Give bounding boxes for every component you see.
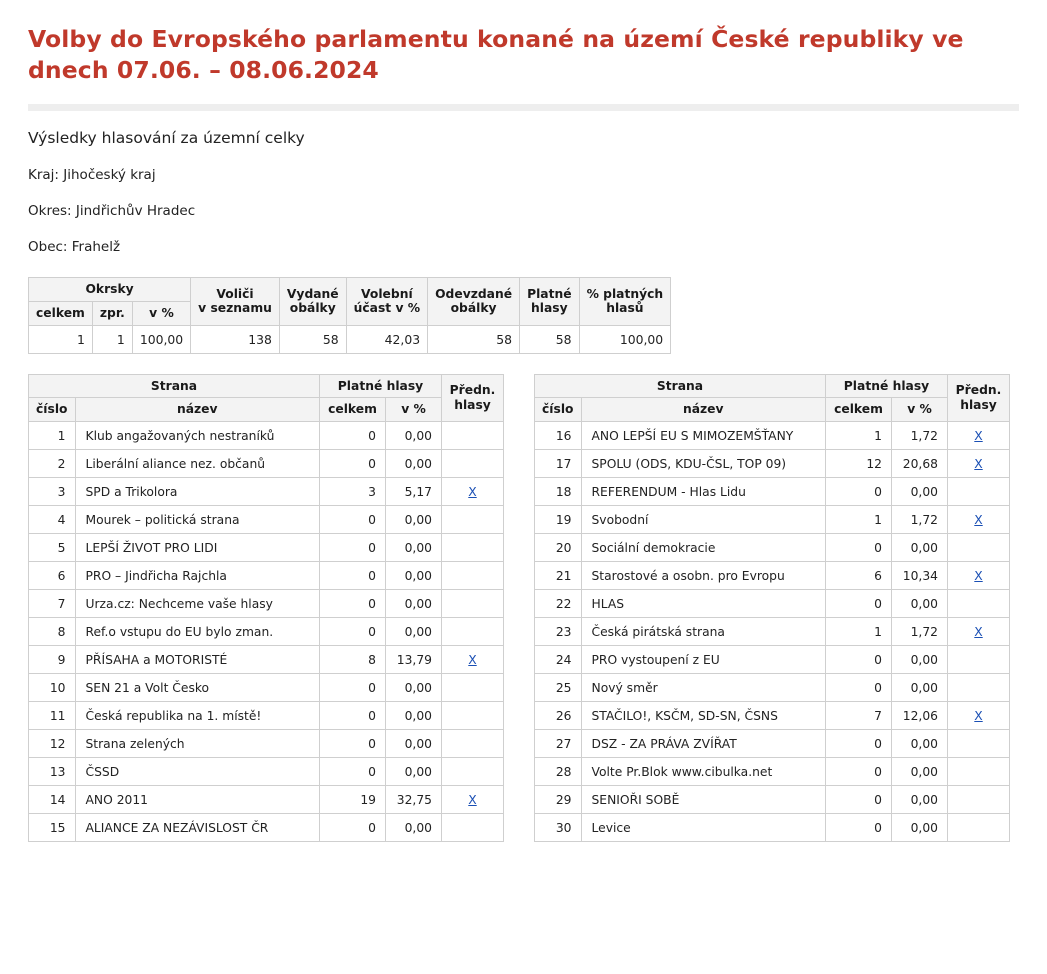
party-votes-percent: 10,34 [892, 562, 948, 590]
party-right-header-predn-line2: hlasy [960, 397, 997, 412]
preferential-votes-cell [948, 590, 1010, 618]
party-right-header-celkem: celkem [826, 398, 892, 422]
party-left-header-strana: Strana [29, 374, 320, 398]
party-right-header-predn-line1: Předn. [955, 383, 1002, 398]
party-votes-percent: 13,79 [386, 646, 442, 674]
party-name: PRO vystoupení z EU [581, 646, 826, 674]
preferential-votes-cell [442, 450, 504, 478]
party-votes-percent: 0,00 [892, 814, 948, 842]
party-left-header-row-1 [29, 374, 504, 398]
preferential-votes-cell [442, 814, 504, 842]
summary-header-odevzdane-line2: obálky [450, 301, 497, 316]
party-name: Volte Pr.Blok www.cibulka.net [581, 758, 826, 786]
table-row [29, 478, 504, 506]
preferential-votes-cell[interactable] [948, 562, 1010, 590]
table-row [29, 814, 504, 842]
preferential-votes-cell [442, 422, 504, 450]
table-row [29, 422, 504, 450]
preferential-votes-cell [442, 618, 504, 646]
party-number: 23 [535, 618, 582, 646]
preferential-votes-cell [948, 786, 1010, 814]
summary-header-vydane-line2: obálky [289, 301, 336, 316]
party-name: SPD a Trikolora [75, 478, 320, 506]
party-right-header-platne-hlasy: Platné hlasy [826, 374, 948, 398]
party-name: Klub angažovaných nestraníků [75, 422, 320, 450]
party-name: LEPŠÍ ŽIVOT PRO LIDI [75, 534, 320, 562]
party-number: 15 [29, 814, 76, 842]
party-votes-total: 0 [826, 646, 892, 674]
table-row [29, 618, 504, 646]
party-votes-percent: 0,00 [386, 702, 442, 730]
summary-pct-platnych-hlasu: 100,00 [579, 325, 671, 353]
preferential-votes-cell[interactable] [948, 422, 1010, 450]
party-left-header-predn [442, 374, 504, 422]
party-number: 9 [29, 646, 76, 674]
party-right-header-nazev: název [581, 398, 826, 422]
table-row [29, 674, 504, 702]
party-votes-percent: 0,00 [386, 590, 442, 618]
party-number: 26 [535, 702, 582, 730]
preferential-votes-cell[interactable] [948, 450, 1010, 478]
table-row [535, 646, 1010, 674]
preferential-votes-cell [442, 534, 504, 562]
party-number: 2 [29, 450, 76, 478]
party-number: 12 [29, 730, 76, 758]
summary-okrsky-zpr: 1 [92, 325, 132, 353]
party-number: 29 [535, 786, 582, 814]
preferential-votes-link[interactable]: X [468, 484, 477, 499]
party-votes-percent: 12,06 [892, 702, 948, 730]
summary-header-okrsky-zpr: zpr. [92, 301, 132, 325]
party-name: Liberální aliance nez. občanů [75, 450, 320, 478]
table-row [29, 590, 504, 618]
party-name: DSZ - ZA PRÁVA ZVÍŘAT [581, 730, 826, 758]
preferential-votes-cell[interactable] [442, 786, 504, 814]
preferential-votes-cell [948, 674, 1010, 702]
preferential-votes-cell [442, 674, 504, 702]
preferential-votes-cell [948, 646, 1010, 674]
table-row [535, 534, 1010, 562]
party-votes-percent: 1,72 [892, 422, 948, 450]
party-votes-total: 0 [320, 674, 386, 702]
party-name: Urza.cz: Nechceme vaše hlasy [75, 590, 320, 618]
party-votes-percent: 0,00 [892, 674, 948, 702]
table-row [535, 674, 1010, 702]
summary-header-ucast-line1: Volební [361, 286, 413, 301]
party-name: Levice [581, 814, 826, 842]
party-name: Mourek – politická strana [75, 506, 320, 534]
party-number: 11 [29, 702, 76, 730]
party-number: 4 [29, 506, 76, 534]
preferential-votes-cell [948, 478, 1010, 506]
table-row [535, 422, 1010, 450]
table-row [535, 786, 1010, 814]
title-divider [28, 104, 1019, 111]
party-votes-total: 0 [320, 422, 386, 450]
preferential-votes-cell [442, 590, 504, 618]
party-votes-total: 0 [320, 562, 386, 590]
party-votes-total: 0 [320, 506, 386, 534]
summary-header-vydane-line1: Vydané [286, 286, 339, 301]
table-row [535, 730, 1010, 758]
party-votes-total: 0 [826, 758, 892, 786]
table-row [535, 562, 1010, 590]
summary-volici-v-seznamu: 138 [191, 325, 280, 353]
table-row [535, 478, 1010, 506]
party-right-header-strana: Strana [535, 374, 826, 398]
preferential-votes-cell [442, 562, 504, 590]
party-number: 21 [535, 562, 582, 590]
summary-header-platne [520, 278, 580, 326]
party-votes-percent: 0,00 [386, 534, 442, 562]
preferential-votes-cell[interactable] [948, 618, 1010, 646]
preferential-votes-link[interactable]: X [974, 624, 983, 639]
party-votes-percent: 0,00 [386, 730, 442, 758]
party-votes-total: 6 [826, 562, 892, 590]
preferential-votes-cell[interactable] [442, 478, 504, 506]
party-votes-percent: 0,00 [386, 450, 442, 478]
summary-header-platne-line1: Platné [527, 286, 572, 301]
party-name: Nový směr [581, 674, 826, 702]
party-number: 8 [29, 618, 76, 646]
summary-header-odevzdane-line1: Odevzdané [435, 286, 513, 301]
party-votes-total: 0 [320, 702, 386, 730]
section-title: Výsledky hlasování za územní celky [28, 129, 305, 148]
summary-vydane-obalky: 58 [279, 325, 346, 353]
summary-header-pct-platnych-line1: % platných [586, 286, 664, 301]
party-number: 5 [29, 534, 76, 562]
summary-header-pct-platnych-line2: hlasů [606, 301, 644, 316]
party-number: 19 [535, 506, 582, 534]
municipality-line: Obec: Frahelž [28, 239, 121, 256]
party-right-header-predn [948, 374, 1010, 422]
party-name: ČSSD [75, 758, 320, 786]
summary-table [28, 277, 671, 354]
preferential-votes-cell [948, 730, 1010, 758]
party-left-header-platne-hlasy: Platné hlasy [320, 374, 442, 398]
party-table-left [28, 374, 504, 843]
party-number: 24 [535, 646, 582, 674]
table-row [29, 506, 504, 534]
preferential-votes-cell[interactable] [948, 702, 1010, 730]
party-results-section [28, 374, 1019, 843]
party-name: SPOLU (ODS, KDU-ČSL, TOP 09) [581, 450, 826, 478]
party-number: 13 [29, 758, 76, 786]
party-votes-percent: 0,00 [892, 646, 948, 674]
party-number: 16 [535, 422, 582, 450]
summary-header-okrsky: Okrsky [29, 278, 191, 302]
preferential-votes-cell[interactable] [948, 506, 1010, 534]
table-row [29, 562, 504, 590]
party-votes-percent: 0,00 [386, 814, 442, 842]
party-number: 20 [535, 534, 582, 562]
party-votes-total: 3 [320, 478, 386, 506]
party-name: SEN 21 a Volt Česko [75, 674, 320, 702]
party-number: 3 [29, 478, 76, 506]
summary-header-vydane [279, 278, 346, 326]
party-name: ANO LEPŠÍ EU S MIMOZEMŠŤANY [581, 422, 826, 450]
party-votes-total: 0 [320, 758, 386, 786]
table-row [535, 590, 1010, 618]
preferential-votes-cell [442, 702, 504, 730]
party-left-body [29, 422, 504, 842]
party-votes-total: 0 [826, 730, 892, 758]
party-votes-percent: 0,00 [386, 674, 442, 702]
party-votes-total: 0 [826, 534, 892, 562]
table-row [29, 758, 504, 786]
party-left-header-row-2 [29, 398, 504, 422]
table-row [535, 758, 1010, 786]
summary-header-volici [191, 278, 280, 326]
table-row [535, 814, 1010, 842]
party-votes-total: 0 [320, 618, 386, 646]
party-name: Česká pirátská strana [581, 618, 826, 646]
party-left-header-pct: v % [386, 398, 442, 422]
party-name: Starostové a osobn. pro Evropu [581, 562, 826, 590]
party-votes-total: 0 [826, 814, 892, 842]
summary-okrsky-celkem: 1 [29, 325, 93, 353]
party-votes-percent: 0,00 [386, 758, 442, 786]
summary-ucast-pct: 42,03 [346, 325, 427, 353]
table-row [535, 506, 1010, 534]
party-votes-total: 19 [320, 786, 386, 814]
district-line: Okres: Jindřichův Hradec [28, 203, 196, 220]
summary-okrsky-pct: 100,00 [132, 325, 190, 353]
party-name: PRO – Jindřicha Rajchla [75, 562, 320, 590]
party-number: 17 [535, 450, 582, 478]
party-votes-total: 0 [320, 590, 386, 618]
party-votes-percent: 0,00 [892, 478, 948, 506]
party-left-header-predn-line1: Předn. [449, 383, 496, 398]
party-number: 18 [535, 478, 582, 506]
party-votes-total: 1 [826, 422, 892, 450]
party-name: PŘÍSAHA a MOTORISTÉ [75, 646, 320, 674]
summary-header-platne-line2: hlasy [531, 301, 568, 316]
party-votes-percent: 20,68 [892, 450, 948, 478]
party-votes-total: 8 [320, 646, 386, 674]
party-name: Strana zelených [75, 730, 320, 758]
table-row [29, 702, 504, 730]
party-left-header-nazev: název [75, 398, 320, 422]
table-row [535, 618, 1010, 646]
summary-header-row-1 [29, 278, 671, 302]
party-votes-total: 0 [826, 786, 892, 814]
table-row [29, 534, 504, 562]
table-row [29, 730, 504, 758]
party-votes-total: 0 [320, 814, 386, 842]
party-left-header-predn-line2: hlasy [454, 397, 491, 412]
party-right-body [535, 422, 1010, 842]
party-number: 7 [29, 590, 76, 618]
party-right-header-row-2 [535, 398, 1010, 422]
party-votes-percent: 1,72 [892, 506, 948, 534]
party-votes-percent: 32,75 [386, 786, 442, 814]
table-row [29, 646, 504, 674]
party-name: HLAS [581, 590, 826, 618]
summary-header-volici-line2: v seznamu [198, 301, 272, 316]
preferential-votes-link[interactable]: X [468, 792, 477, 807]
preferential-votes-cell [442, 730, 504, 758]
party-name: Sociální demokracie [581, 534, 826, 562]
summary-header-pct-platnych [579, 278, 671, 326]
table-row [535, 702, 1010, 730]
party-votes-total: 0 [826, 674, 892, 702]
table-row [29, 786, 504, 814]
table-row [535, 450, 1010, 478]
party-votes-percent: 0,00 [892, 758, 948, 786]
party-votes-total: 7 [826, 702, 892, 730]
party-number: 28 [535, 758, 582, 786]
summary-data-row [29, 325, 671, 353]
preferential-votes-cell [948, 758, 1010, 786]
party-name: REFERENDUM - Hlas Lidu [581, 478, 826, 506]
party-name: SENIOŘI SOBĚ [581, 786, 826, 814]
party-votes-percent: 0,00 [386, 562, 442, 590]
party-votes-percent: 5,17 [386, 478, 442, 506]
party-name: ALIANCE ZA NEZÁVISLOST ČR [75, 814, 320, 842]
party-votes-total: 1 [826, 506, 892, 534]
party-votes-total: 1 [826, 618, 892, 646]
preferential-votes-link[interactable]: X [974, 568, 983, 583]
party-number: 6 [29, 562, 76, 590]
preferential-votes-cell [442, 758, 504, 786]
page-title: Volby do Evropského parlamentu konané na území České republiky ve dnech 07.06. – 08.06.2024 [28, 25, 964, 85]
party-right-header-row-1 [535, 374, 1010, 398]
preferential-votes-cell [948, 814, 1010, 842]
summary-odevzdane-obalky: 58 [428, 325, 520, 353]
summary-header-okrsky-celkem: celkem [29, 301, 93, 325]
party-votes-total: 0 [320, 534, 386, 562]
party-name: Česká republika na 1. místě! [75, 702, 320, 730]
party-votes-total: 12 [826, 450, 892, 478]
preferential-votes-cell [442, 506, 504, 534]
party-left-header-cislo: číslo [29, 398, 76, 422]
summary-platne-hlasy: 58 [520, 325, 580, 353]
preferential-votes-cell[interactable] [442, 646, 504, 674]
preferential-votes-link[interactable]: X [974, 456, 983, 471]
party-number: 22 [535, 590, 582, 618]
party-right-header-cislo: číslo [535, 398, 582, 422]
summary-header-ucast-line2: účast v % [353, 301, 421, 316]
party-votes-percent: 0,00 [892, 534, 948, 562]
party-right-header-pct: v % [892, 398, 948, 422]
region-line: Kraj: Jihočeský kraj [28, 167, 156, 184]
party-name: Ref.o vstupu do EU bylo zman. [75, 618, 320, 646]
summary-header-volici-line1: Voliči [216, 286, 254, 301]
party-number: 25 [535, 674, 582, 702]
preferential-votes-link[interactable]: X [468, 652, 477, 667]
party-number: 1 [29, 422, 76, 450]
party-number: 27 [535, 730, 582, 758]
preferential-votes-cell [948, 534, 1010, 562]
party-name: STAČILO!, KSČM, SD-SN, ČSNS [581, 702, 826, 730]
party-number: 14 [29, 786, 76, 814]
party-name: Svobodní [581, 506, 826, 534]
party-table-right [534, 374, 1010, 843]
party-left-header-celkem: celkem [320, 398, 386, 422]
party-votes-percent: 0,00 [892, 590, 948, 618]
table-row [29, 450, 504, 478]
party-votes-percent: 0,00 [892, 786, 948, 814]
summary-header-ucast [346, 278, 427, 326]
party-votes-percent: 0,00 [892, 730, 948, 758]
party-votes-percent: 0,00 [386, 506, 442, 534]
preferential-votes-link[interactable]: X [974, 708, 983, 723]
party-votes-percent: 1,72 [892, 618, 948, 646]
party-number: 10 [29, 674, 76, 702]
party-number: 30 [535, 814, 582, 842]
party-votes-total: 0 [826, 590, 892, 618]
party-votes-percent: 0,00 [386, 618, 442, 646]
preferential-votes-link[interactable]: X [974, 428, 983, 443]
party-name: ANO 2011 [75, 786, 320, 814]
party-votes-total: 0 [826, 478, 892, 506]
party-votes-total: 0 [320, 730, 386, 758]
party-votes-total: 0 [320, 450, 386, 478]
summary-header-okrsky-pct: v % [132, 301, 190, 325]
summary-header-odevzdane [428, 278, 520, 326]
preferential-votes-link[interactable]: X [974, 512, 983, 527]
party-votes-percent: 0,00 [386, 422, 442, 450]
